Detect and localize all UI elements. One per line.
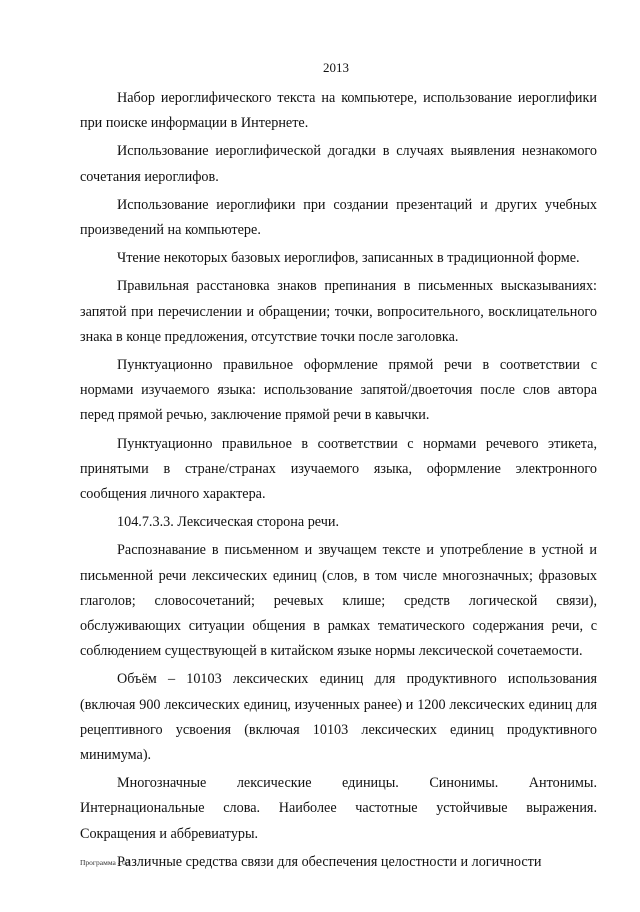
- paragraph-lexical-units: Распознавание в письменном и звучащем тексте и употребление в устной и письменной речи лексических единиц (слов, в том числе многозначных; фразовых глаголов; словосочетаний; речевых клише; средств логической связи), обслуживающих ситуации общения в рамках тематического содержания речи, с соблюдением существующей в китайском языке нормы лексической сочетаемости.: [80, 542, 597, 660]
- paragraph-polysemous: Многозначные лексические единицы. Синонимы. Антонимы. Интернациональные слова. Наиболее частотные устойчивые выражения. Сокращения и аббревиатуры.: [80, 775, 597, 842]
- paragraph-hieroglyph-guess: Использование иероглифической догадки в случаях выявления незнакомого сочетания иероглифов.: [80, 143, 597, 185]
- paragraph-traditional-reading: Чтение некоторых базовых иероглифов, записанных в традиционной форме.: [117, 250, 580, 267]
- paragraph-hieroglyph-presentations: Использование иероглифики при создании презентаций и других учебных произведений на компьютере.: [80, 196, 597, 239]
- paragraph-direct-speech: Пунктуационно правильное оформление прямой речи в соответствии с нормами изучаемого языка: использование запятой/двоеточия после слов автора перед прямой речью, заключение прямой речи в кавычки.: [80, 357, 597, 424]
- paragraph-linking-means: Различные средства связи для обеспечения целостности и логичности: [117, 853, 542, 870]
- page-body: [80, 86, 597, 878]
- paragraph-punctuation: Правильная расстановка знаков препинания в письменных высказываниях: запятой при перечислении и обращении; точки, вопросительного, восклицательного знака в конце предложения, отсутствие точки после заголовка.: [80, 278, 597, 345]
- page-number: 2013: [323, 60, 349, 75]
- paragraph-email-etiquette: Пунктуационно правильное в соответствии с нормами речевого этикета, принятыми в стране/странах изучаемого языка, оформление электронного сообщения личного характера.: [80, 435, 597, 503]
- paragraph-volume: Объём – 10103 лексических единиц для продуктивного использования (включая 900 лексических единиц, изученных ранее) и 1200 лексических единиц для рецептивного усвоения (включая 10103 лексических единиц продуктивного минимума).: [80, 671, 597, 764]
- paragraph-hieroglyph-typing: Набор иероглифического текста на компьютере, использование иероглифики при поиске информации в Интернете.: [80, 90, 597, 132]
- section-heading-lexical: 104.7.3.3. Лексическая сторона речи.: [117, 514, 340, 531]
- footer-note: Программа - 03: [80, 858, 130, 867]
